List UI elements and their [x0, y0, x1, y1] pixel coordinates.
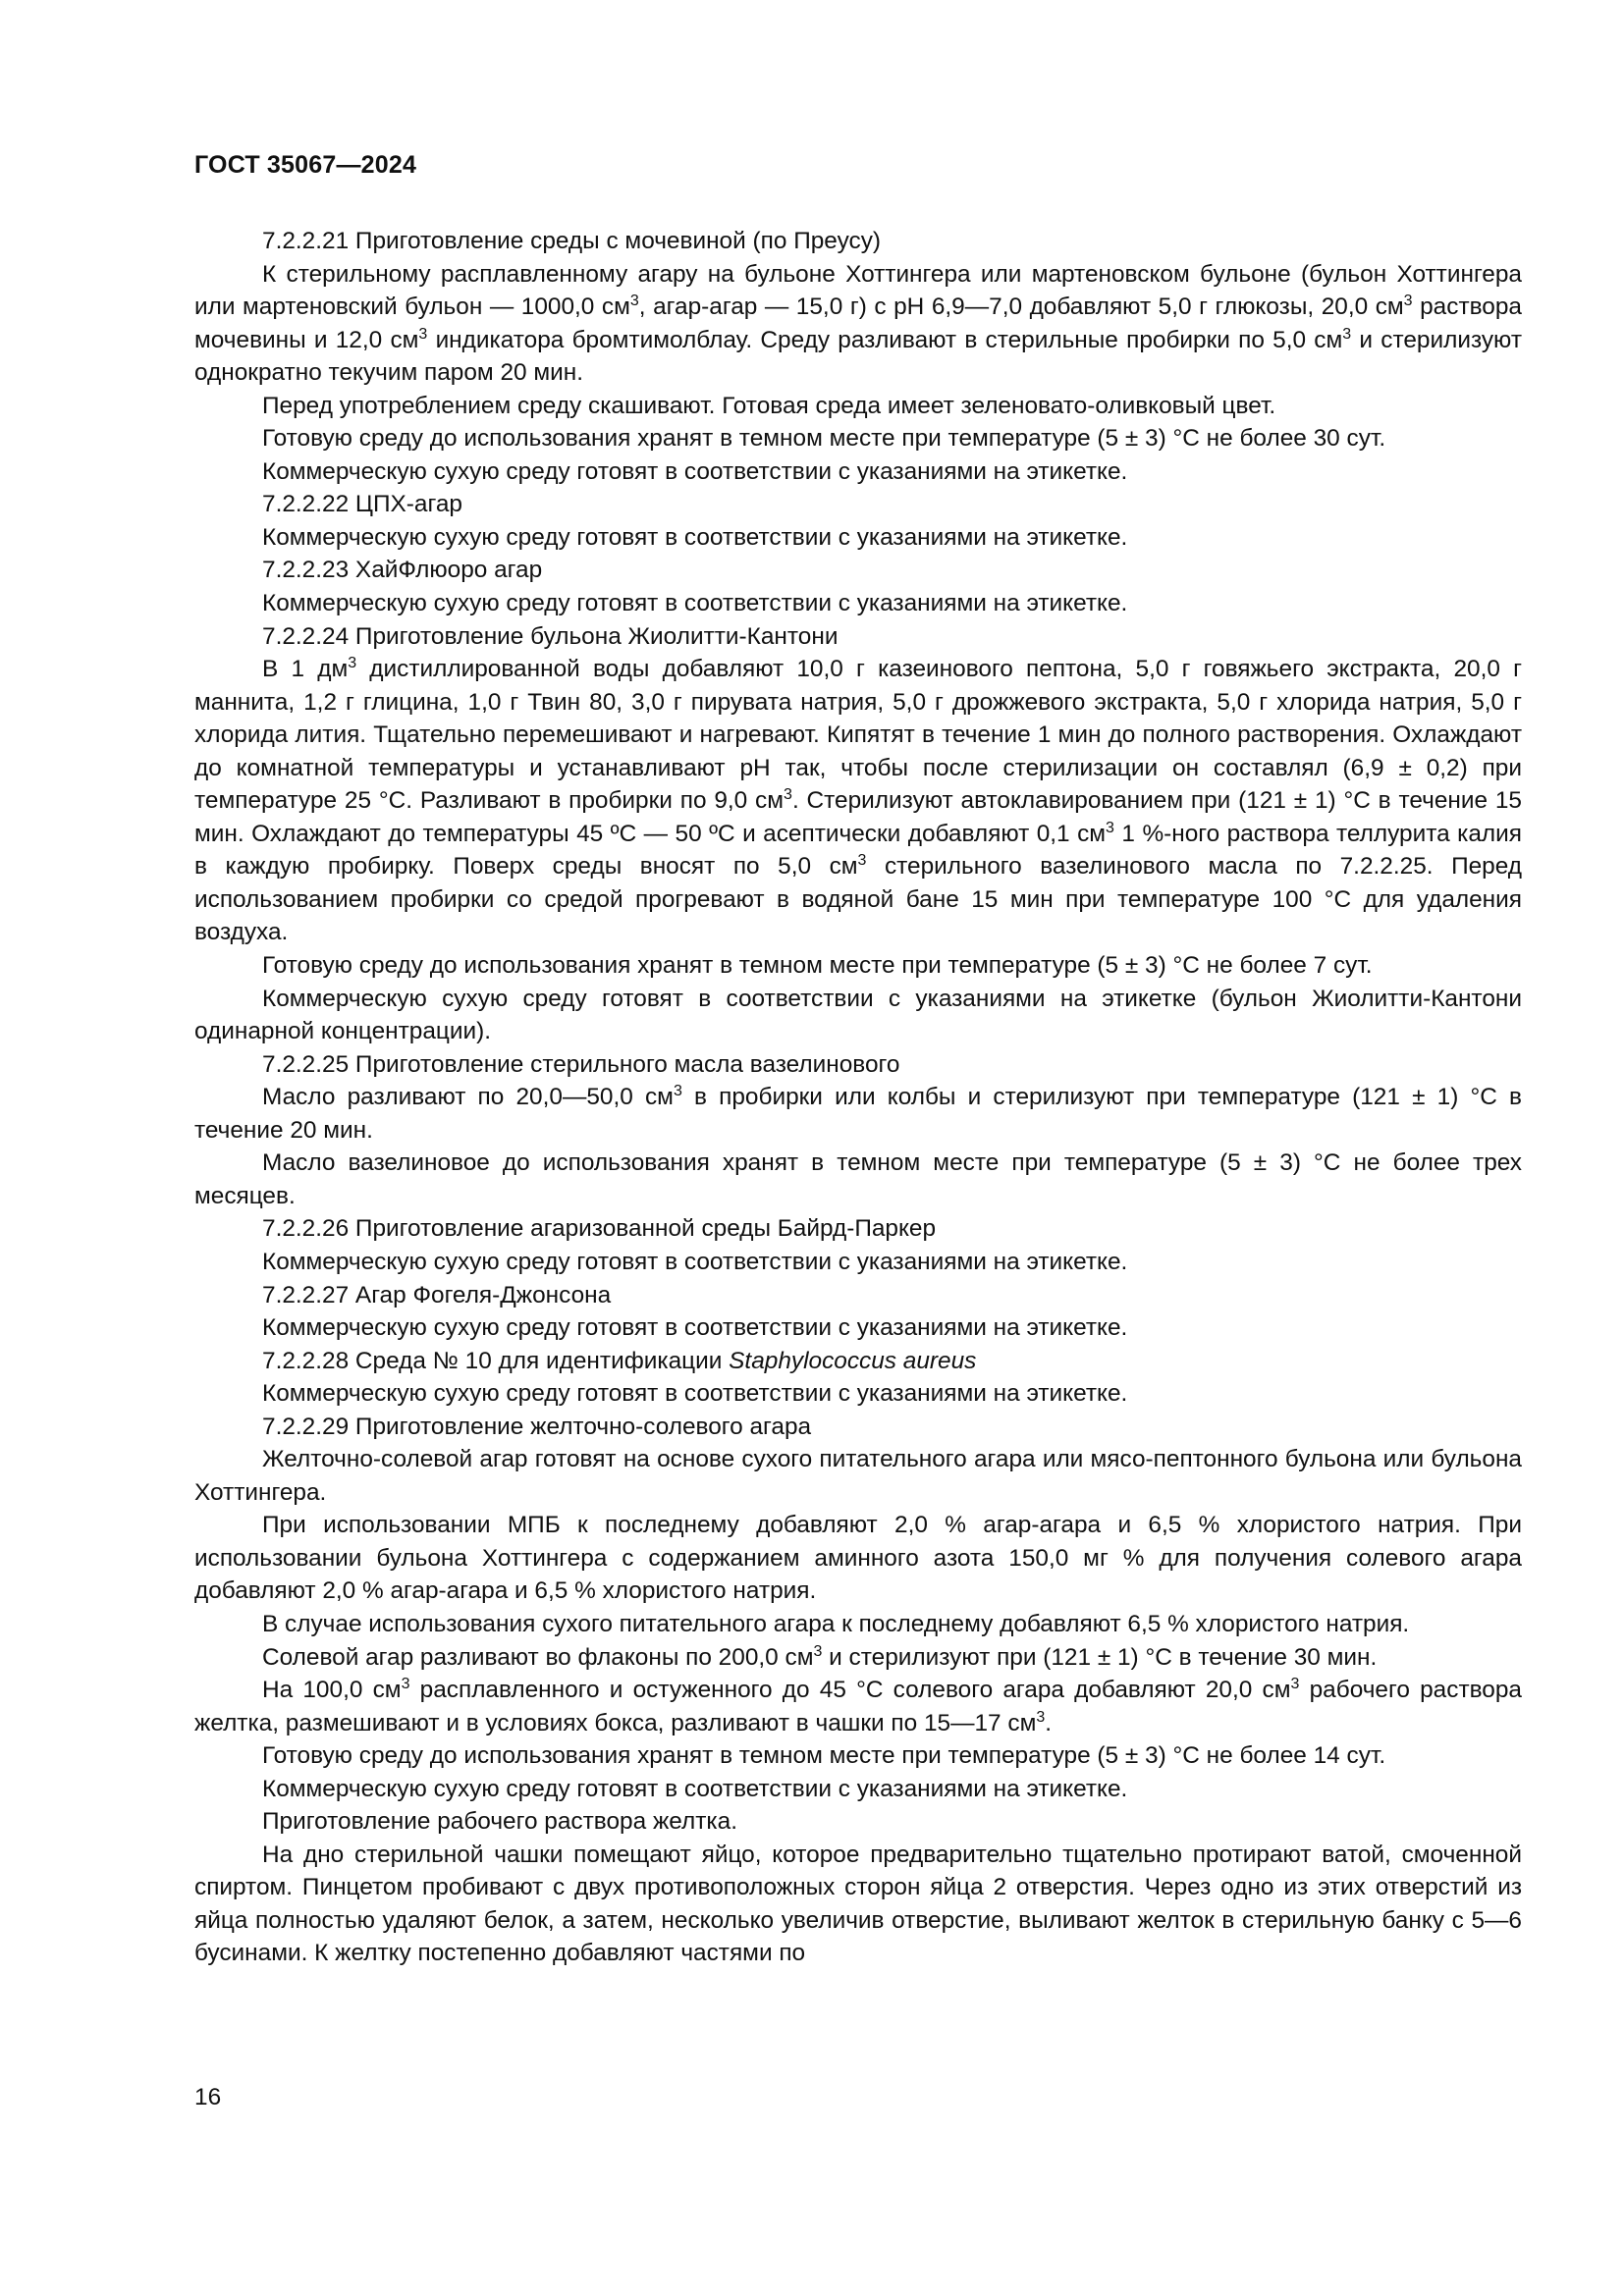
paragraph: Коммерческую сухую среду готовят в соответствии с указаниями на этикетке.: [262, 523, 1128, 551]
paragraph: К стерильному расплавленному агару на бульоне Хоттингера или мартеновском бульоне (бульон Хоттингера или мартеновский бульон — 1000,0 $см^3$, агар-агар — 15,0 г) с pH 6,9—7,0 добавляют 5,0 г глюкозы, 20,0 $см^3$ раствора мочевины и 12,0 $см^3$ индикатора бромтимолблау. Среду разливают в стерильные пробирки по 5,0 $см^3$ и стерилизуют однократно текучим паром 20 мин.: [194, 260, 1522, 387]
paragraph: Коммерческую сухую среду готовят в соответствии с указаниями на этикетке.: [262, 457, 1128, 485]
paragraph: В случае использования сухого питательного агара к последнему добавляют 6,5 % хлористого натрия.: [262, 1610, 1410, 1637]
paragraph: Готовую среду до использования хранят в темном месте при температуре (5 ± 3) °С не более 14 сут.: [262, 1742, 1386, 1770]
paragraph: 7.2.2.27 Агар Фогеля-Джонсона: [262, 1281, 612, 1308]
paragraph: Масло вазелиновое до использования хранят в темном месте при температуре (5 ± 3) °С не более трех месяцев.: [194, 1149, 1522, 1209]
paragraph: Коммерческую сухую среду готовят в соответствии с указаниями на этикетке.: [262, 1775, 1128, 1802]
paragraph: 7.2.2.29 Приготовление желточно-солевого агара: [262, 1413, 812, 1440]
paragraph: На 100,0 $см^3$ расплавленного и остуженного до 45 °С солевого агара добавляют 20,0 $см^3$ рабочего раствора желтка, размешивают и в условиях бокса, разливают в чашки по 15—17 $см^3$.: [194, 1676, 1522, 1736]
paragraph: При использовании МПБ к последнему добавляют 2,0 % агар-агара и 6,5 % хлористого натрия. При использовании бульона Хоттингера с содержанием аминного азота 150,0 мг % для получения солевого агара добавляют 2,0 % агар-агара и 6,5 % хлористого натрия.: [194, 1512, 1522, 1605]
body-text: [194, 225, 1522, 1970]
paragraph: Масло разливают по 20,0—50,0 $см^3$ в пробирки или колбы и стерилизуют при температуре (121 ± 1) °С в течение 20 мин.: [194, 1083, 1522, 1144]
paragraph: Коммерческую сухую среду готовят в соответствии с указаниями на этикетке.: [262, 590, 1128, 617]
paragraph: 7.2.2.28 Среда № 10 для идентификации Staphylococcus aureus: [262, 1347, 977, 1374]
paragraph: Коммерческую сухую среду готовят в соответствии с указаниями на этикетке.: [262, 1380, 1128, 1408]
document-header: ГОСТ 35067—2024: [194, 151, 417, 179]
paragraph: Коммерческую сухую среду готовят в соответствии с указаниями на этикетке (бульон Жиолитти-Кантони одинарной концентрации).: [194, 985, 1522, 1045]
paragraph: Приготовление рабочего раствора желтка.: [262, 1808, 737, 1836]
paragraph: На дно стерильной чашки помещают яйцо, которое предварительно тщательно протирают ватой, смоченной спиртом. Пинцетом пробивают с двух противоположных сторон яйца 2 отверстия. Через одно из этих отверстий из яйца полностью удаляют белок, а затем, несколько увеличив отверстие, выливают желток в стерильную банку с 5—6 бусинами. К желтку постепенно добавляют частями по: [194, 1841, 1522, 1967]
paragraph: В 1 $дм^3$ дистиллированной воды добавляют 10,0 г казеинового пептона, 5,0 г говяжьего экстракта, 20,0 г маннита, 1,2 г глицина, 1,0 г Твин 80, 3,0 г пирувата натрия, 5,0 г дрожжевого экстракта, 5,0 г хлорида натрия, 5,0 г хлорида лития. Тщательно перемешивают и нагревают. Кипятят в течение 1 мин до полного растворения. Охлаждают до комнатной температуры и устанавливают pH так, чтобы после стерилизации он составлял (6,9 ± 0,2) при температуре 25 °С. Разливают в пробирки по 9,0 $см^3$. Стерилизуют автоклавированием при (121 ± 1) °С в течение 15 мин. Охлаждают до температуры 45 ºС — 50 ºС и асептически добавляют 0,1 $см^3$ 1 %-ного раствора теллурита калия в каждую пробирку. Поверх среды вносят по 5,0 $см^3$ стерильного вазелинового масла по 7.2.2.25. Перед использованием пробирки со средой прогревают в водяной бане 15 мин при температуре 100 °С для удаления воздуха.: [194, 655, 1523, 946]
paragraph: 7.2.2.24 Приготовление бульона Жиолитти-Кантони: [262, 622, 839, 650]
paragraph: 7.2.2.23 ХайФлюоро агар: [262, 557, 543, 584]
paragraph: Солевой агар разливают во флаконы по 200,0 $см^3$ и стерилизуют при (121 ± 1) °С в течение 30 мин.: [262, 1642, 1378, 1671]
paragraph: Готовую среду до использования хранят в темном месте при температуре (5 ± 3) °С не более 30 сут.: [262, 425, 1386, 453]
paragraph: Коммерческую сухую среду готовят в соответствии с указаниями на этикетке.: [262, 1314, 1128, 1342]
paragraph: Перед употреблением среду скашивают. Готовая среда имеет зеленовато-оливковый цвет.: [262, 392, 1276, 419]
paragraph: Желточно-солевой агар готовят на основе сухого питательного агара или мясо-пептонного бульона или бульона Хоттингера.: [194, 1446, 1522, 1506]
paragraph: 7.2.2.25 Приготовление стерильного масла вазелинового: [262, 1050, 900, 1078]
paragraph: Готовую среду до использования хранят в темном месте при температуре (5 ± 3) °С не более 7 сут.: [262, 952, 1373, 980]
paragraph: 7.2.2.22 ЦПХ-агар: [262, 491, 462, 518]
paragraph: 7.2.2.21 Приготовление среды с мочевиной (по Преусу): [262, 228, 882, 254]
page-number: 16: [194, 2084, 222, 2110]
paragraph: 7.2.2.26 Приготовление агаризованной среды Байрд-Паркер: [262, 1215, 937, 1243]
paragraph: Коммерческую сухую среду готовят в соответствии с указаниями на этикетке.: [262, 1248, 1128, 1275]
